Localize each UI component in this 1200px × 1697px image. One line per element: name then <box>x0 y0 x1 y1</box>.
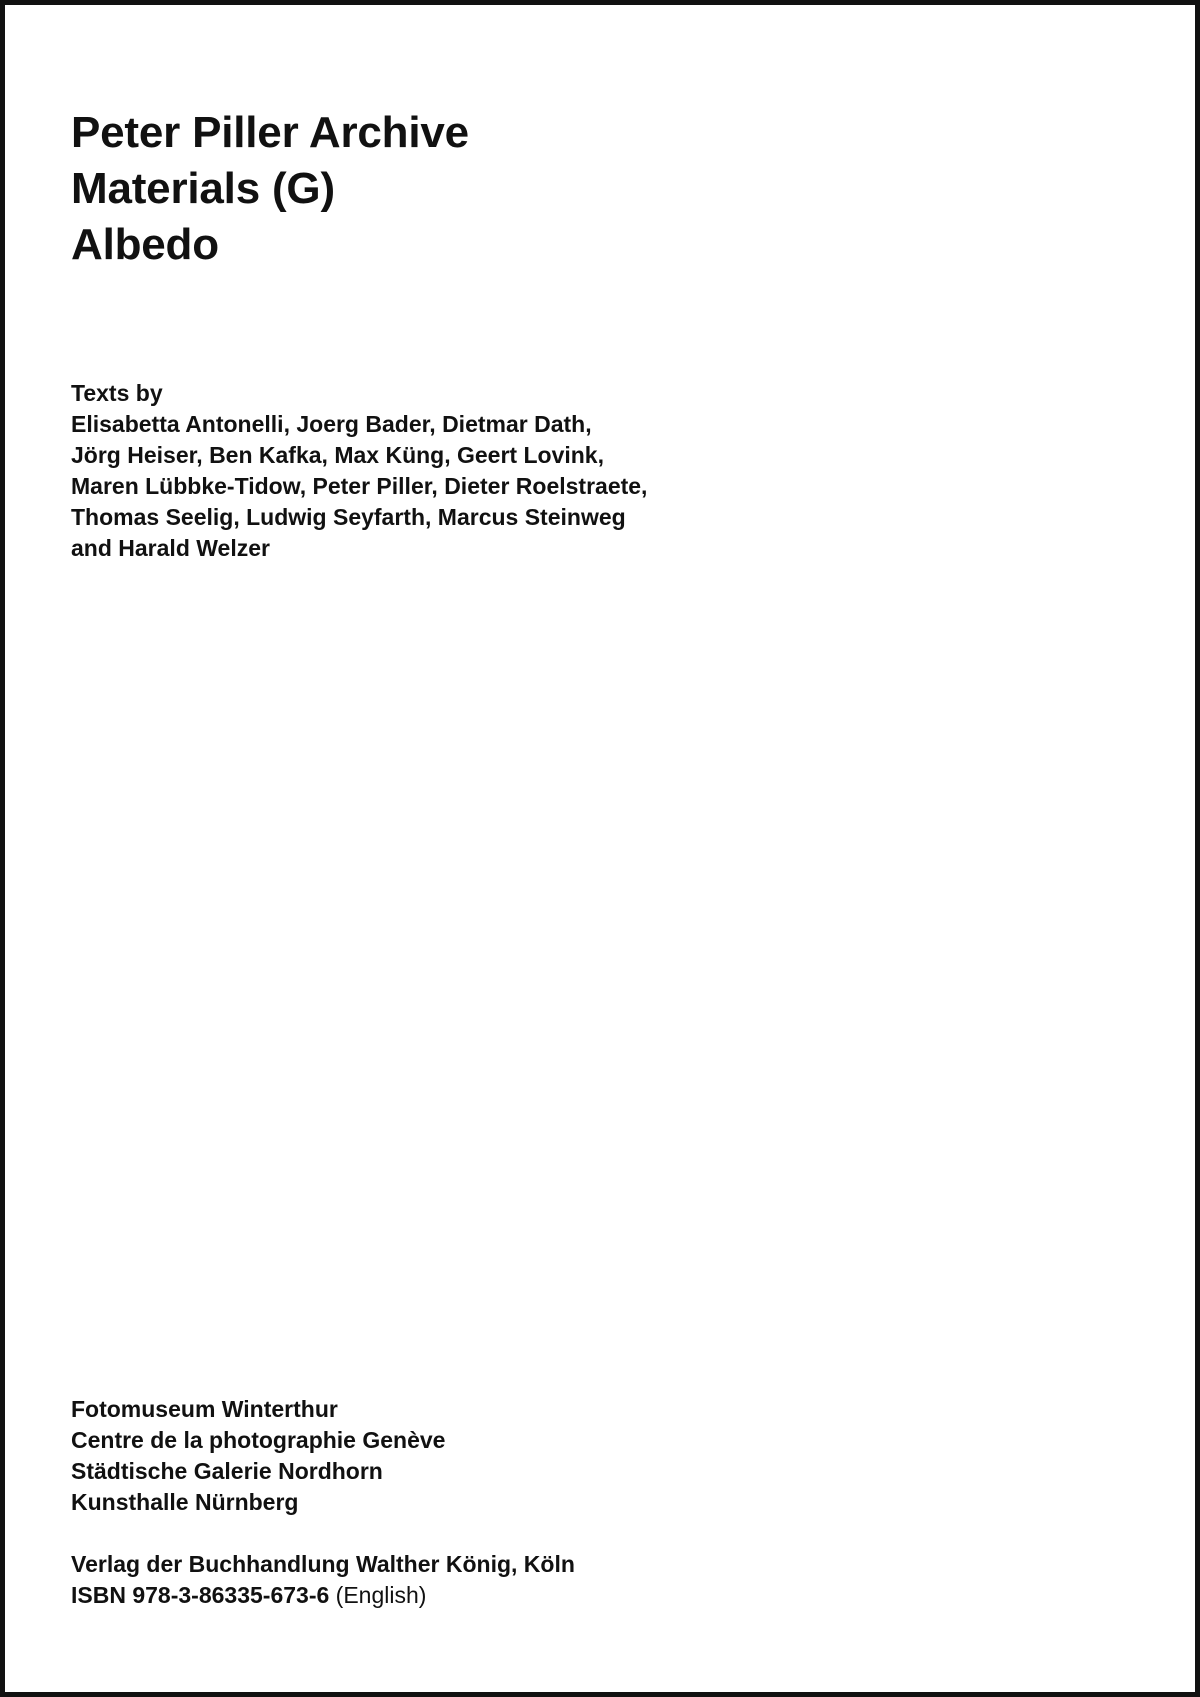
isbn-language: (English) <box>335 1582 427 1608</box>
institution-item: Kunsthalle Nürnberg <box>71 1489 299 1515</box>
title-line-materials: Materials (G) <box>71 164 335 213</box>
credits-line: and Harald Welzer <box>71 535 270 561</box>
credits-line: Maren Lübbke-Tidow, Peter Piller, Dieter Roelstraete, <box>71 473 648 499</box>
title-line-albedo: Albedo <box>71 220 219 269</box>
institutions-list <box>71 1394 445 1518</box>
institution-item: Städtische Galerie Nordhorn <box>71 1458 383 1484</box>
book-title <box>71 105 469 273</box>
isbn-line <box>71 1580 575 1611</box>
text-credits <box>71 378 647 564</box>
institution-item: Centre de la photographie Genève <box>71 1427 446 1453</box>
credits-line: Elisabetta Antonelli, Joerg Bader, Dietmar Dath, <box>71 411 592 437</box>
isbn-number: ISBN 978-3-86335-673-6 <box>71 1582 330 1608</box>
title-line-artist-archive: Peter Piller Archive <box>71 108 469 157</box>
credits-line: Thomas Seelig, Ludwig Seyfarth, Marcus Steinweg <box>71 504 626 530</box>
publisher-name: Verlag der Buchhandlung Walther König, Köln <box>71 1551 575 1577</box>
credits-heading: Texts by <box>71 380 163 406</box>
institution-item: Fotomuseum Winterthur <box>71 1396 338 1422</box>
publisher-info <box>71 1549 575 1611</box>
credits-line: Jörg Heiser, Ben Kafka, Max Küng, Geert Lovink, <box>71 442 604 468</box>
